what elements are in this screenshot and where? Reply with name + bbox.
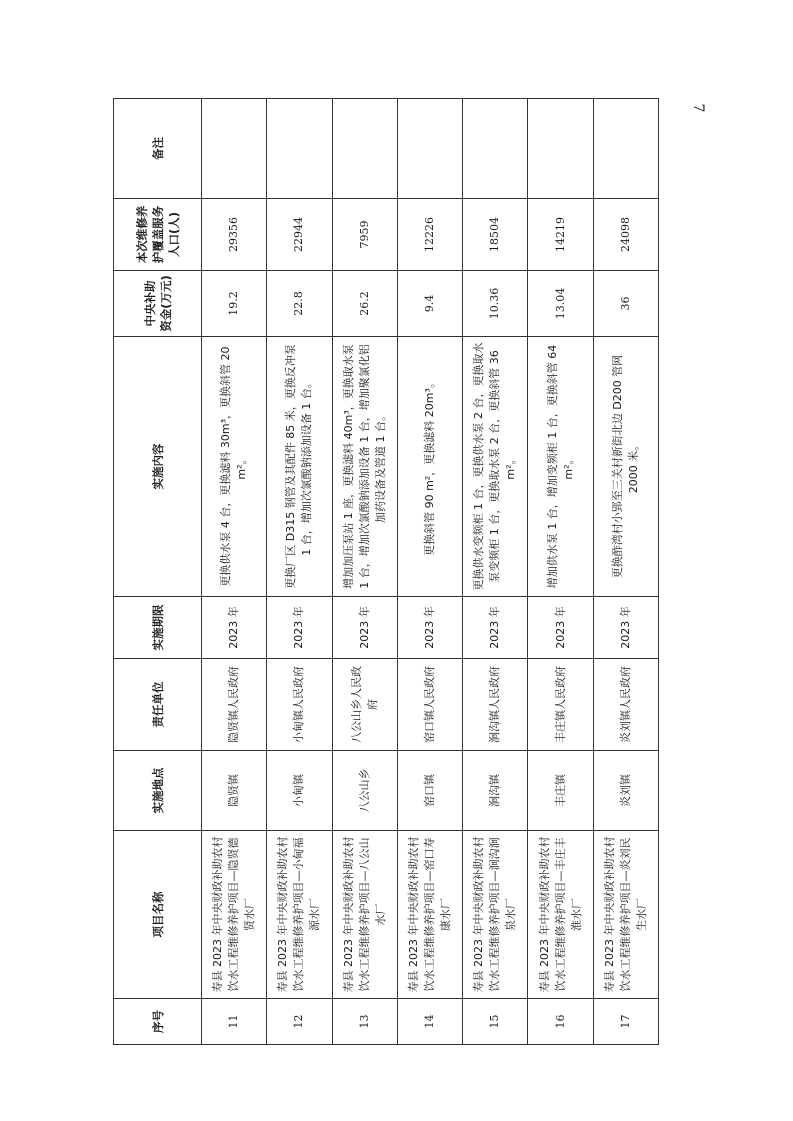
table-row: [332, 99, 397, 1045]
cell-remark: [332, 99, 397, 199]
table-row: [202, 99, 267, 1045]
cell-name: 寿县 2023 年中央财政补助农村饮水工程维修养护项目—隐贤德贤水厂: [202, 831, 267, 999]
header-period: 实施期限: [114, 597, 202, 659]
cell-location: 涧沟镇: [463, 751, 528, 831]
cell-unit: 小甸镇人民政府: [267, 659, 332, 751]
cell-name: 寿县 2023 年中央财政补助农村饮水工程维修养护项目—涧沟涧泉水厂: [463, 831, 528, 999]
cell-remark: [202, 99, 267, 199]
cell-name: 寿县 2023 年中央财政补助农村饮水工程维修养护项目—八公山水厂: [332, 831, 397, 999]
cell-period: 2023 年: [593, 597, 658, 659]
cell-period: 2023 年: [332, 597, 397, 659]
cell-funds: 9.4: [397, 271, 462, 337]
cell-population: 18504: [463, 199, 528, 271]
cell-location: 窑口镇: [397, 751, 462, 831]
rotated-table-wrapper: [113, 99, 659, 1045]
cell-content: 增加供水泵 1 台，增加变频柜 1 台，更换斜管 64 m²。: [528, 337, 593, 597]
cell-population: 14219: [528, 199, 593, 271]
header-population: 本次维修养护覆盖服务人口(人): [114, 199, 202, 271]
cell-unit: 涧沟镇人民政府: [463, 659, 528, 751]
cell-seq: 14: [397, 999, 462, 1045]
cell-funds: 19.2: [202, 271, 267, 337]
cell-remark: [528, 99, 593, 199]
cell-seq: 12: [267, 999, 332, 1045]
cell-funds: 10.36: [463, 271, 528, 337]
cell-unit: 八公山乡人民政府: [332, 659, 397, 751]
table-row: [593, 99, 658, 1045]
cell-seq: 11: [202, 999, 267, 1045]
header-name: 项目名称: [114, 831, 202, 999]
cell-population: 22944: [267, 199, 332, 271]
cell-remark: [463, 99, 528, 199]
header-row: [114, 99, 202, 1045]
cell-content: 更换酢湾村小郢至三关村新街北边 D200 管网 2000 米。: [593, 337, 658, 597]
cell-content: 更换厂区 D315 钢管及其配件 85 米，更换反冲泵 1 台，增加次氯酸钠添加设备 1 台。: [267, 337, 332, 597]
cell-unit: 炎刘镇人民政府: [593, 659, 658, 751]
cell-unit: 丰庄镇人民政府: [528, 659, 593, 751]
cell-population: 24098: [593, 199, 658, 271]
table-row: [463, 99, 528, 1045]
cell-funds: 22.8: [267, 271, 332, 337]
header-unit: 责任单位: [114, 659, 202, 751]
cell-seq: 13: [332, 999, 397, 1045]
header-remark: 备注: [114, 99, 202, 199]
cell-content: 更换斜管 90 m²，更换滤料 20m³。: [397, 337, 462, 597]
table-row: [397, 99, 462, 1045]
cell-content: 增加加压泵站 1 座，更换滤料 40m³，更换取水泵 1 台，增加次氯酸钠添加设备 1 台，增加聚氯化铝加药设备及管道 1 台。: [332, 337, 397, 597]
cell-location: 隐贤镇: [202, 751, 267, 831]
cell-population: 29356: [202, 199, 267, 271]
cell-funds: 26.2: [332, 271, 397, 337]
cell-population: 7959: [332, 199, 397, 271]
cell-location: 八公山乡: [332, 751, 397, 831]
cell-period: 2023 年: [528, 597, 593, 659]
cell-period: 2023 年: [397, 597, 462, 659]
page-number: 7: [690, 103, 706, 113]
cell-name: 寿县 2023 年中央财政补助农村饮水工程维修养护项目—窑口寿康水厂: [397, 831, 462, 999]
cell-seq: 16: [528, 999, 593, 1045]
cell-seq: 15: [463, 999, 528, 1045]
cell-seq: 17: [593, 999, 658, 1045]
cell-name: 寿县 2023 年中央财政补助农村饮水工程维修养护项目—丰庄丰淮水厂: [528, 831, 593, 999]
cell-remark: [267, 99, 332, 199]
cell-funds: 13.04: [528, 271, 593, 337]
header-seq: 序号: [114, 999, 202, 1045]
cell-unit: 隐贤镇人民政府: [202, 659, 267, 751]
cell-funds: 36: [593, 271, 658, 337]
cell-location: 炎刘镇: [593, 751, 658, 831]
cell-location: 小甸镇: [267, 751, 332, 831]
cell-name: 寿县 2023 年中央财政补助农村饮水工程维修养护项目—小甸福源水厂: [267, 831, 332, 999]
cell-unit: 窑口镇人民政府: [397, 659, 462, 751]
cell-remark: [397, 99, 462, 199]
cell-remark: [593, 99, 658, 199]
cell-period: 2023 年: [202, 597, 267, 659]
cell-period: 2023 年: [267, 597, 332, 659]
project-table: [113, 98, 659, 1045]
cell-period: 2023 年: [463, 597, 528, 659]
header-funds: 中央补助资金(万元): [114, 271, 202, 337]
header-location: 实施地点: [114, 751, 202, 831]
header-content: 实施内容: [114, 337, 202, 597]
cell-name: 寿县 2023 年中央财政补助农村饮水工程维修养护项目—炎刘民生水厂: [593, 831, 658, 999]
cell-location: 丰庄镇: [528, 751, 593, 831]
table-row: [267, 99, 332, 1045]
cell-population: 12226: [397, 199, 462, 271]
cell-content: 更换供水泵 4 台，更换滤料 30m³，更换斜管 20 m²。: [202, 337, 267, 597]
table-row: [528, 99, 593, 1045]
cell-content: 更换供水变频柜 1 台，更换供水泵 2 台，更换取水泵变频柜 1 台，更换取水泵 2 台，更换斜管 36 m²。: [463, 337, 528, 597]
